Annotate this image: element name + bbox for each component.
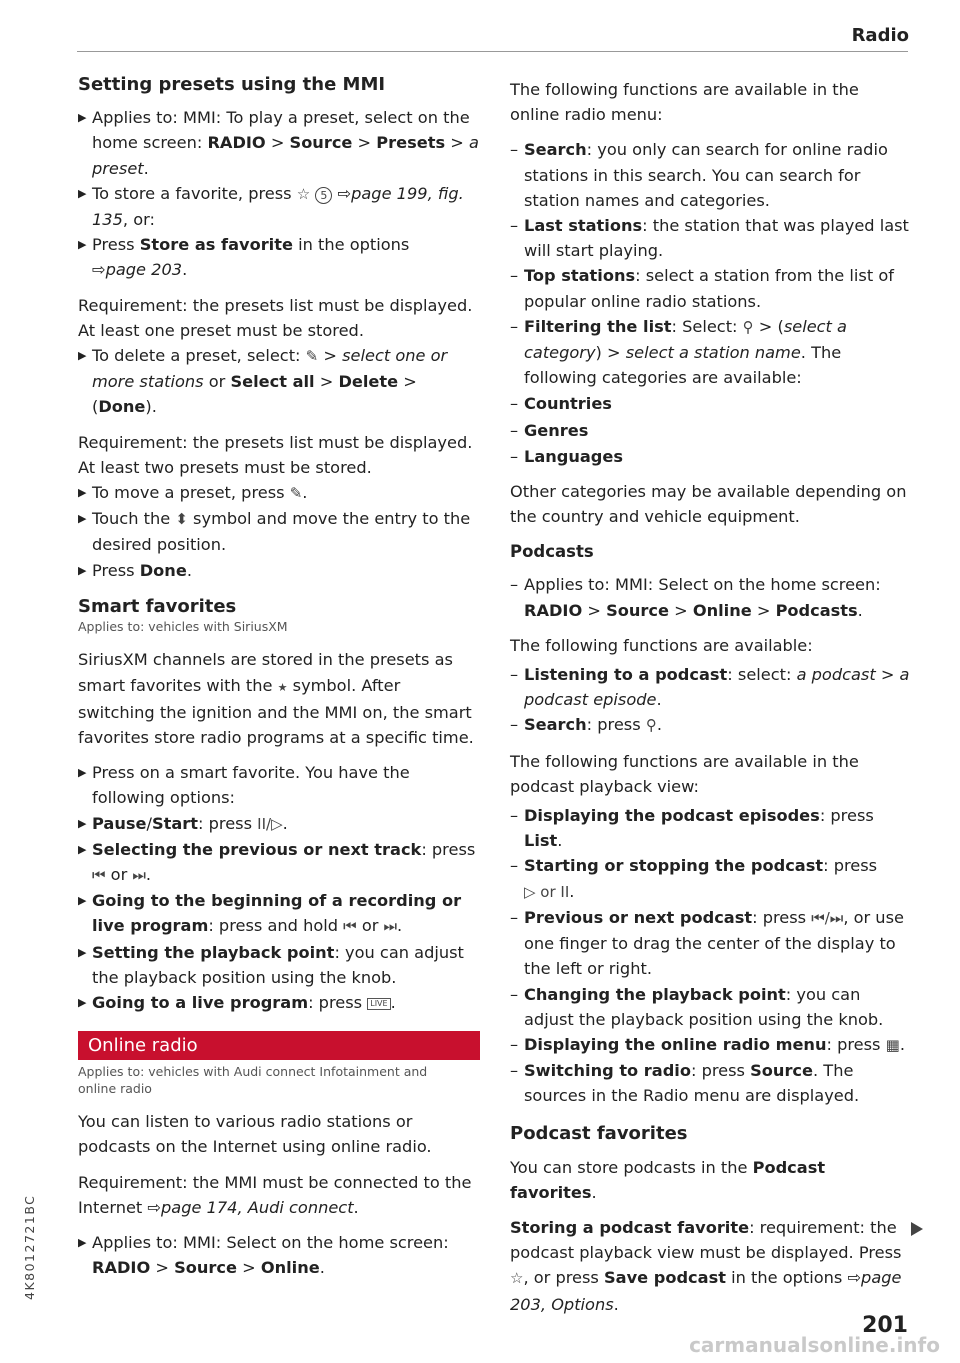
bullet-delete-preset: ▶ To delete a preset, select: ✎ > select one or more stations or Select all > Delete > (Done). — [78, 343, 480, 420]
dash-marker: – — [510, 446, 519, 466]
edit-list-icon: ✎ — [289, 484, 303, 503]
ref-arrow-icon: ⇨ — [847, 1268, 862, 1288]
previous-icon: ⏮ — [92, 865, 106, 884]
intro-paragraph: The following functions are available in the online radio menu: — [510, 80, 859, 125]
up-down-arrows-icon: ⬍ — [175, 510, 188, 529]
dash-marker: – — [510, 266, 519, 286]
bullet-marker: ▶ — [78, 842, 87, 856]
dash-marker: – — [510, 856, 519, 876]
bullet-press-smart-favorite: ▶ Press on a smart favorite. You have the following options: — [78, 760, 480, 810]
dash-item-search: – Search: you only can search for online radio stations in this search. You can search for station names and categories. — [510, 137, 910, 213]
pause-play-icon: II/▷ — [257, 814, 283, 833]
star-icon: ☆ — [510, 1269, 524, 1288]
bullet-marker: ▶ — [78, 816, 87, 830]
dash-item-podcasts-applies: – Applies to: MMI: Select on the home screen: RADIO > Source > Online > Podcasts. — [510, 572, 910, 622]
next-icon: ⏭ — [383, 917, 398, 936]
smart-star-icon: ★ — [277, 680, 288, 694]
requirement-paragraph: Requirement: the presets list must be displayed. At least two presets must be stored. — [78, 432, 473, 477]
bullet-marker: ▶ — [78, 766, 87, 780]
podcast-favorites-paragraph: You can store podcasts in the Podcast favorites. — [510, 1157, 826, 1202]
bullet-marker: ▶ — [78, 945, 87, 959]
bullet-marker: ▶ — [78, 512, 87, 526]
dash-marker: – — [510, 394, 519, 414]
bullet-marker: ▶ — [78, 349, 87, 363]
dash-item-podcast-search: – Search: press ⚲. — [510, 712, 910, 738]
dash-item-episodes: – Displaying the podcast episodes: press List. — [510, 803, 910, 853]
dash-marker: – — [510, 420, 519, 440]
online-radio-paragraph: You can listen to various radio stations or podcasts on the Internet using online radio. — [78, 1112, 432, 1157]
section-title: Radio — [851, 25, 909, 46]
dash-item-filtering: – Filtering the list: Select: ⚲ > (select a category) > select a station name. The following categories are available: — [510, 314, 910, 391]
bullet-marker: ▶ — [78, 563, 87, 577]
search-icon: ⚲ — [645, 716, 657, 735]
bullet-playback-point: ▶ Setting the playback point: you can adjust the playback position using the knob. — [78, 940, 480, 990]
previous-icon: ⏮ — [343, 917, 357, 936]
dash-item-prev-next: – Previous or next podcast: press ⏮/⏭, or use one finger to drag the center of the display to the left or right. — [510, 905, 910, 982]
watermark: carmanualsonline.info — [689, 1333, 940, 1357]
continue-arrow-icon — [911, 1222, 923, 1236]
bullet-marker: ▶ — [78, 1236, 87, 1250]
dash-marker: – — [510, 665, 519, 685]
next-icon: ⏭ — [132, 865, 146, 884]
bullet-marker: ▶ — [78, 238, 87, 252]
dash-item-top-stations: – Top stations: select a station from the list of popular online radio stations. — [510, 263, 910, 313]
online-requirement-paragraph: Requirement: the MMI must be connected to the Internet ⇨page 174, Audi connect. — [78, 1172, 472, 1217]
page-ref-link[interactable]: page 199, fig. 135 — [92, 183, 464, 230]
requirement-paragraph: Requirement: the presets list must be displayed. At least one preset must be stored. — [78, 295, 473, 340]
dash-item-genres: – Genres — [510, 418, 910, 443]
dash-item-playback-point: – Changing the playback point: you can adjust the playback position using the knob. — [510, 982, 910, 1032]
functions-available: The following functions are available: — [510, 635, 813, 655]
document-code: 4K8012721BC — [22, 1194, 37, 1300]
dash-marker: – — [510, 216, 519, 236]
bullet-move-preset: ▶ To move a preset, press ✎. — [78, 480, 480, 506]
applies-note: Applies to: vehicles with SiriusXM — [78, 618, 288, 634]
dash-item-online-menu: – Displaying the online radio menu: press ▦. — [510, 1032, 910, 1058]
dash-item-last-stations: – Last stations: the station that was played last will start playing. — [510, 213, 910, 263]
edit-list-icon: ✎ — [305, 347, 319, 366]
smart-favorites-paragraph: SiriusXM channels are stored in the presets as smart favorites with the ★ symbol. After switching the ignition and the MMI on, the smart favorites store radio programs at a specific time. — [78, 650, 474, 747]
bullet-play-preset: ▶ Applies to: MMI: To play a preset, select on the home screen: RADIO > Source > Presets > a preset. — [78, 105, 480, 181]
page-number: 201 — [862, 1313, 908, 1338]
bullet-touch-symbol: ▶ Touch the ⬍ symbol and move the entry to the desired position. — [78, 506, 480, 557]
heading-setting-presets: Setting presets using the MMI — [78, 74, 386, 95]
dash-marker: – — [510, 806, 519, 826]
online-radio-banner: Online radio — [78, 1031, 480, 1060]
heading-smart-favorites: Smart favorites — [78, 595, 237, 617]
left-column — [78, 72, 480, 1280]
page-ref-link[interactable]: page 203 — [105, 260, 183, 280]
dash-marker: – — [510, 907, 519, 927]
play-pause-icon: ▷ or II — [524, 882, 570, 901]
bullet-live-program: ▶ Going to a live program: press LIVE . — [78, 990, 480, 1015]
live-icon: LIVE — [367, 998, 390, 1010]
bullet-marker: ▶ — [78, 486, 87, 500]
bullet-select-track: ▶ Selecting the previous or next track: press ⏮ or ⏭. — [78, 837, 480, 888]
applies-note: Applies to: vehicles with Audi connect Infotainment and online radio — [78, 1064, 428, 1096]
dash-marker: – — [510, 1034, 519, 1054]
bullet-marker: ▶ — [78, 111, 87, 125]
bullet-marker: ▶ — [78, 894, 87, 908]
right-column — [510, 77, 910, 1317]
ref-arrow-icon: ⇨ — [92, 260, 106, 280]
skip-icon: ⏮/⏭ — [811, 908, 844, 927]
dash-marker: – — [510, 715, 519, 735]
other-categories-paragraph: Other categories may be available depending on the country and vehicle equipment. — [510, 482, 907, 527]
bullet-store-favorite: ▶ To store a favorite, press ☆ 5 ⇨page 199, fig. 135, or: — [78, 181, 480, 232]
storing-podcast-paragraph: Storing a podcast favorite: requirement: the podcast playback view must be displayed. Press ☆, or press Save podcast in the options ⇨page 203, Options. — [510, 1217, 902, 1314]
dash-item-start-stop: – Starting or stopping the podcast: press ▷ or II. — [510, 853, 910, 904]
grid-menu-icon: ▦ — [885, 1035, 900, 1054]
bullet-press-done: ▶ Press Done. — [78, 558, 480, 583]
circled-number-icon: 5 — [315, 187, 332, 204]
dash-marker: – — [510, 1061, 519, 1081]
ref-arrow-icon: ⇨ — [337, 183, 352, 203]
star-icon: ☆ — [296, 184, 311, 203]
dash-marker: – — [510, 575, 519, 595]
dash-marker: – — [510, 984, 519, 1004]
dash-marker: – — [510, 316, 519, 336]
dash-marker: – — [510, 140, 519, 160]
ref-arrow-icon: ⇨ — [147, 1197, 161, 1217]
bullet-marker: ▶ — [78, 186, 87, 200]
bullet-select-online: ▶ Applies to: MMI: Select on the home screen: RADIO > Source > Online. — [78, 1230, 480, 1280]
bullet-marker: ▶ — [78, 996, 87, 1009]
dash-item-languages: – Languages — [510, 444, 910, 469]
header-rule — [77, 51, 908, 52]
functions-podcast-view: The following functions are available in the podcast playback view: — [510, 751, 859, 796]
heading-podcast-favorites: Podcast favorites — [510, 1122, 688, 1144]
search-filter-icon: ⚲ — [742, 317, 754, 336]
page-ref-link[interactable]: page 174, Audi connect — [161, 1197, 354, 1217]
dash-item-listening: – Listening to a podcast: select: a podcast > a podcast episode. — [510, 662, 910, 712]
dash-item-switch-radio: – Switching to radio: press Source. The sources in the Radio menu are displayed. — [510, 1058, 910, 1108]
bullet-pause-start: ▶ Pause/Start: press II/▷. — [78, 811, 480, 837]
dash-item-countries: – Countries — [510, 391, 910, 416]
bullet-go-beginning: ▶ Going to the beginning of a recording or live program: press and hold ⏮ or ⏭. — [78, 888, 480, 939]
page-ref-link[interactable]: page 203, Options — [510, 1268, 902, 1314]
bullet-store-as-favorite: ▶ Press Store as favorite in the options ⇨page 203. — [78, 232, 480, 282]
heading-podcasts: Podcasts — [510, 542, 594, 562]
